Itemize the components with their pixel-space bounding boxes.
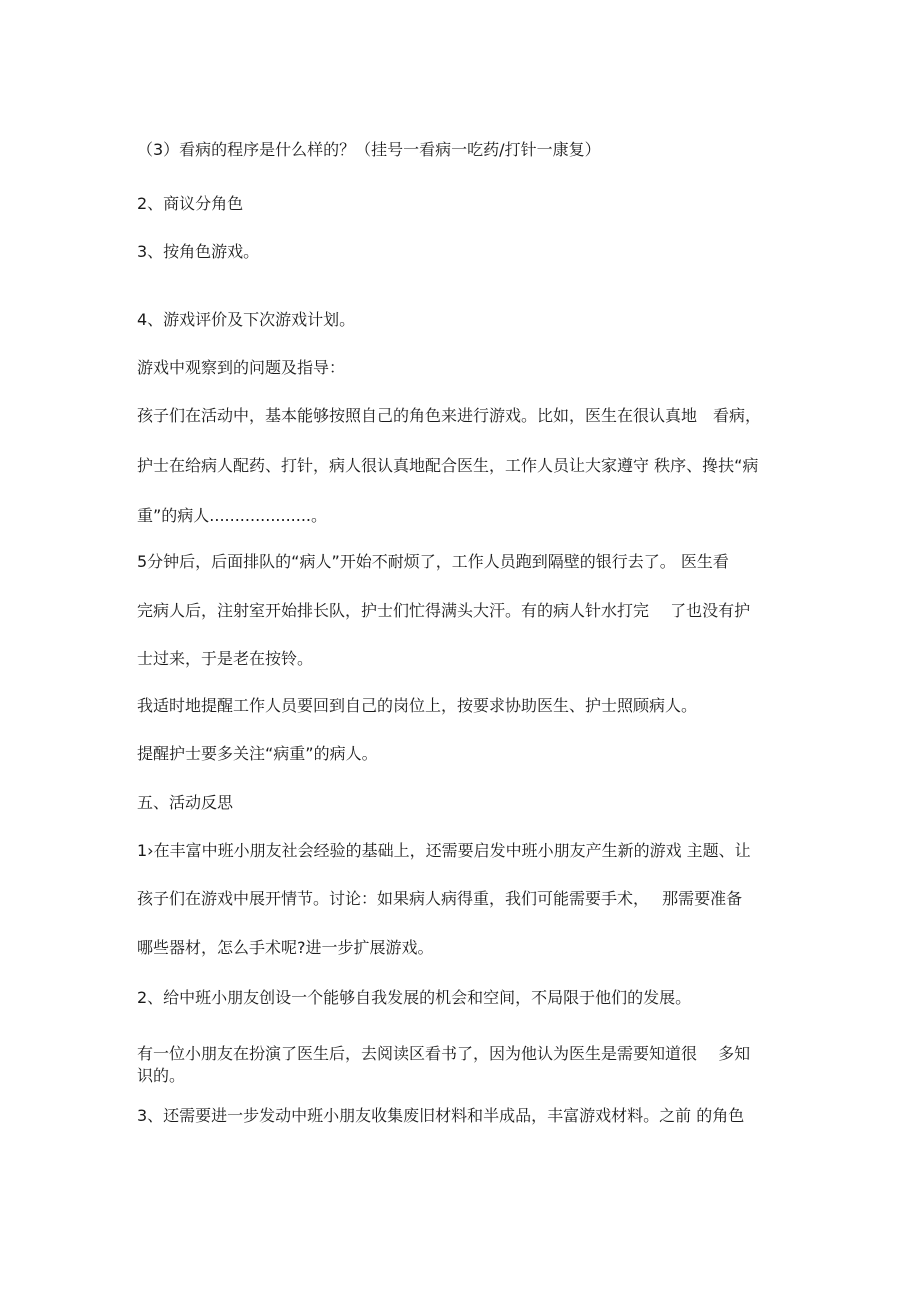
section-heading: 五、活动反思 (137, 793, 234, 812)
text-line: 重”的病人....................。 (137, 506, 328, 525)
text-line: 2、商议分角色 (137, 194, 244, 213)
text-line: 有一位小朋友在扮演了医生后，去阅读区看书了，因为他认为医生是需要知道很 多知 (137, 1044, 751, 1063)
text-line: 护士在给病人配药、打针，病人很认真地配合医生，工作人员让大家遵守 秩序、搀扶“病 (137, 456, 759, 475)
text-line: 5分钟后，后面排队的“病人”开始不耐烦了，工作人员跑到隔壁的银行去了。 医生看 (137, 552, 729, 571)
text-line: 2、给中班小朋友创设一个能够自我发展的机会和空间，不局限于他们的发展。 (137, 988, 692, 1007)
text-line: 士过来，于是老在按铃。 (137, 649, 314, 668)
text-line: 哪些器材，怎么手术呢?进一步扩展游戏。 (137, 938, 434, 957)
text-line: （3）看病的程序是什么样的？（挂号一看病一吃药/打针一康复） (137, 140, 601, 159)
text-line: 提醒护士要多关注“病重”的病人。 (137, 744, 378, 763)
text-line: 孩子们在活动中，基本能够按照自己的角色来进行游戏。比如，医生在很认真地 看病， (137, 406, 762, 425)
text-line: 完病人后，注射室开始排长队，护士们忙得满头大汗。有的病人针水打完 了也没有护 (137, 601, 751, 620)
text-line: 3、按角色游戏。 (137, 242, 260, 261)
text-line: 3、还需要进一步发动中班小朋友收集废旧材料和半成品，丰富游戏材料。之前 的角色 (137, 1106, 745, 1125)
section-heading: 游戏中观察到的问题及指导： (137, 358, 346, 377)
text-line: 孩子们在游戏中展开情节。讨论：如果病人病得重，我们可能需要手术， 那需要准备 (137, 889, 743, 908)
text-line: 1›在丰富中班小朋友社会经验的基础上，还需要启发中班小朋友产生新的游戏 主题、让 (137, 841, 751, 860)
text-line: 4、游戏评价及下次游戏计划。 (137, 310, 356, 329)
text-line: 我适时地提醒工作人员要回到自己的岗位上，按要求协助医生、护士照顾病人。 (137, 696, 698, 715)
text-line: 识的。 (137, 1066, 186, 1085)
